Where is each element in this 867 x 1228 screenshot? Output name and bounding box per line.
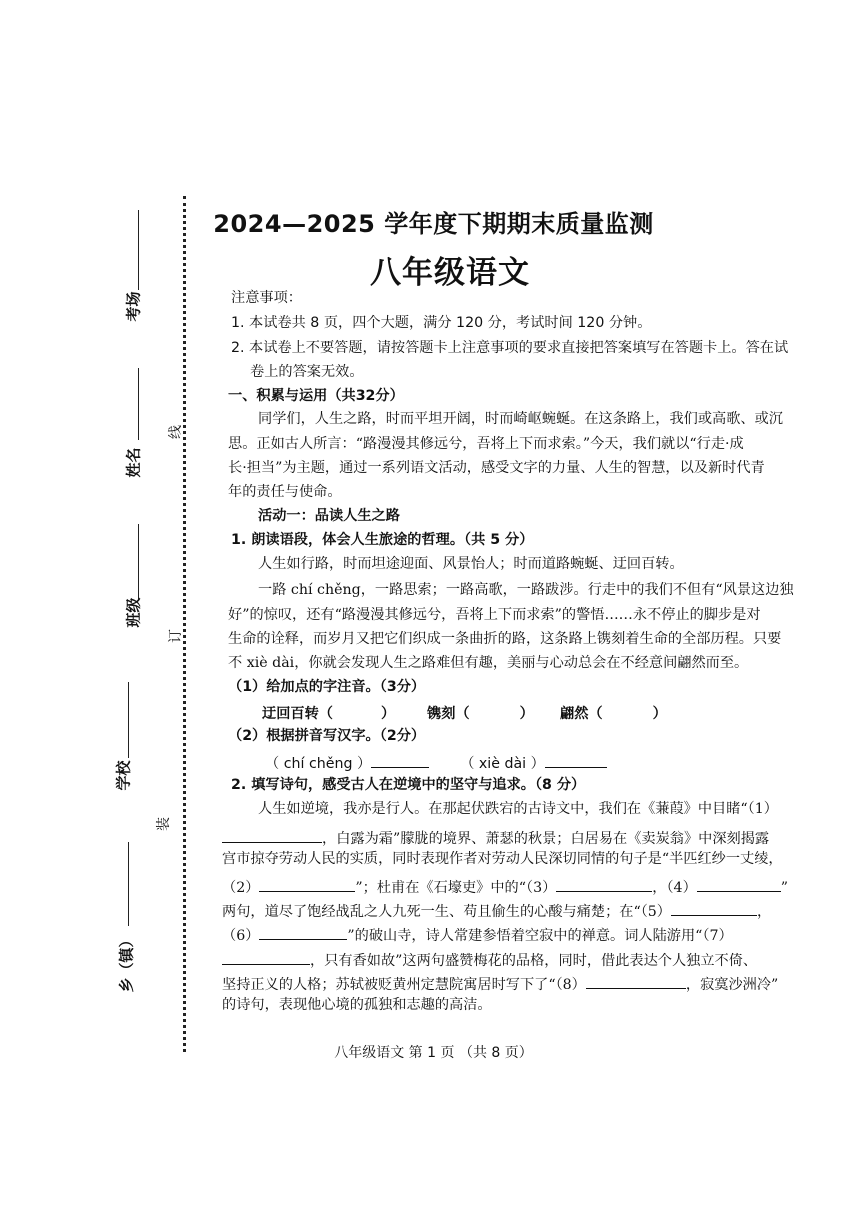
- name-label: 姓名: [124, 447, 143, 478]
- q2-line-9: 的诗句，表现他心境的孤独和志趣的高洁。: [222, 997, 492, 1013]
- binding-zhuang-mark: 装: [156, 817, 172, 831]
- exam-room-label: 考场: [124, 291, 143, 322]
- q1-sub-1-item-1: [262, 704, 395, 721]
- pinyin-answer-blank[interactable]: [333, 704, 381, 718]
- exam-title: 2024—2025 学年度下期期末质量监测: [213, 210, 654, 238]
- poem-blank-3[interactable]: [556, 877, 652, 892]
- q1-sub-1-item-2: [427, 704, 534, 721]
- q1-para-line-3: 好”的惊叹，还有“路漫漫其修远兮，吾将上下而求索”的警悟……永不停止的脚步是对: [228, 607, 761, 623]
- q2-line-8-b: ，寂寞沙洲冷”: [685, 977, 779, 993]
- q1-sub-1: （1）给加点的字注音。（3分）: [228, 679, 426, 695]
- q2-line-7-b: ，只有香如故”这两句盛赞梅花的品格，同时，借此表达个人独立不倚、: [310, 953, 758, 969]
- pinyin-2: （ xiè dài ）: [460, 756, 545, 772]
- intro-line-1: 同学们，人生之路，时而平坦开阔，时而崎岖蜿蜒。在这条路上，我们或高歌、或沉: [258, 411, 783, 427]
- cut-line-mark: 线: [168, 425, 184, 439]
- township-blank[interactable]: [128, 842, 129, 926]
- hanzi-answer-blank-2[interactable]: [545, 753, 607, 768]
- q2-line-3: 宫市掠夺劳动人民的实质，同时表现作者对劳动人民深切同情的句子是“半匹红纱一丈绫，: [222, 851, 783, 867]
- q2-line-2: [222, 828, 769, 846]
- intro-line-2: 思。正如古人所言：“路漫漫其修远兮，吾将上下而求索。”今天，我们就以“行走·成: [228, 436, 744, 452]
- pinyin-answer-blank[interactable]: [603, 704, 653, 718]
- q1-para-line-2: 一路 chí chěng，一路思索；一路高歌，一路跋涉。行走中的我们不但有“风景这边独: [258, 582, 794, 598]
- class-blank[interactable]: [138, 524, 139, 600]
- q2-line-1: 人生如逆境，我亦是行人。在那起伏跌宕的古诗文中，我们在《蒹葭》中目睹“（1）: [258, 801, 778, 817]
- pinyin-1: （ chí chěng ）: [265, 756, 372, 772]
- q2-line-7: [222, 950, 757, 968]
- notice-item-2-line-2: 卷上的答案无效。: [250, 364, 364, 380]
- item-close: ）: [652, 706, 667, 722]
- item-word: 镌刻（: [427, 706, 470, 722]
- q2-line-5-a: 两句，道尽了饱经战乱之人九死一生、苟且偷生的心酸与痛楚；在“（5）: [222, 904, 671, 920]
- q2-line-4-a: （2）: [222, 880, 260, 896]
- q2-heading: 2. 填写诗句，感受古人在逆境中的坚守与追求。（8 分）: [231, 777, 586, 793]
- township-label: 乡（镇）: [117, 932, 136, 993]
- poem-blank-5[interactable]: [671, 901, 757, 916]
- poem-blank-4[interactable]: [697, 877, 781, 892]
- q2-line-5-b: ，: [757, 904, 772, 920]
- q2-line-5: [222, 901, 771, 919]
- poem-blank-6[interactable]: [259, 925, 347, 940]
- poem-blank-1[interactable]: [222, 828, 322, 843]
- binding-dotted-line: [183, 196, 186, 1052]
- intro-line-4: 年的责任与使命。: [228, 484, 342, 500]
- poem-blank-8[interactable]: [586, 974, 686, 989]
- intro-line-3: 长·担当”为主题，通过一系列语文活动，感受文字的力量、人生的智慧，以及新时代青: [228, 460, 765, 476]
- q2-line-4: [222, 877, 788, 895]
- q2-line-6-a: （6）: [222, 928, 260, 944]
- q1-para-line-4: 生命的诠释，而岁月又把它们织成一条曲折的路，这条路上镌刻着生命的全部历程。只要: [228, 631, 782, 647]
- school-blank[interactable]: [128, 682, 129, 758]
- item-word: 翩然（: [560, 706, 603, 722]
- q1-para-line-5: 不 xiè dài，你就会发现人生之路难但有趣，美丽与心动总会在不经意间翩然而至。: [228, 655, 749, 671]
- notice-heading: 注意事项：: [231, 290, 302, 306]
- q1-sub-1-item-3: [560, 704, 667, 721]
- q1-sub-2-answers: [265, 753, 607, 771]
- binding-ding-mark: 订: [168, 629, 184, 643]
- name-blank[interactable]: [138, 368, 139, 440]
- q2-line-4-b: ”；杜甫在《石壕吏》中的“（3）: [355, 880, 557, 896]
- item-close: ）: [380, 706, 396, 722]
- q2-line-8-a: 坚持正义的人格；苏轼被贬黄州定慧院寓居时写下了“（8）: [222, 977, 586, 993]
- poem-blank-7[interactable]: [222, 950, 310, 965]
- class-label: 班级: [124, 597, 143, 628]
- section-1-heading: 一、积累与运用（共32分）: [228, 388, 404, 404]
- item-word: 迂回百转（: [262, 706, 333, 722]
- q2-line-4-d: ”: [780, 880, 789, 896]
- poem-blank-2[interactable]: [259, 877, 355, 892]
- page-footer: 八年级语文 第 1 页 （共 8 页）: [334, 1045, 533, 1061]
- q2-line-4-c: ，（4）: [652, 880, 697, 896]
- q2-line-2-text: ，白露为霜”朦胧的境界、萧瑟的秋景；白居易在《卖炭翁》中深刻揭露: [322, 831, 770, 847]
- subject-title: 八年级语文: [370, 255, 530, 291]
- q1-para-line-1: 人生如行路，时而坦途迎面、风景怡人；时而道路蜿蜒、迂回百转。: [258, 556, 684, 572]
- activity-1-title: 活动一：品读人生之路: [258, 508, 400, 524]
- item-close: ）: [519, 706, 534, 722]
- pinyin-answer-blank[interactable]: [470, 704, 520, 718]
- notice-item-2-line-1: 2. 本试卷上不要答题，请按答题卡上注意事项的要求直接把答案填写在答题卡上。答在试: [231, 340, 789, 356]
- hanzi-answer-blank-1[interactable]: [371, 753, 429, 768]
- q2-line-6: [222, 925, 733, 943]
- q1-heading: 1. 朗读语段，体会人生旅途的哲理。（共 5 分）: [231, 532, 534, 548]
- school-label: 学校: [114, 760, 133, 791]
- q2-line-8: [222, 974, 778, 992]
- q1-sub-2: （2）根据拼音写汉字。（2分）: [228, 728, 426, 744]
- q2-line-6-b: ”的破山寺，诗人常建参悟着空寂中的禅意。词人陆游用“（7）: [347, 928, 733, 944]
- notice-item-1: 1. 本试卷共 8 页，四个大题，满分 120 分，考试时间 120 分钟。: [231, 315, 652, 331]
